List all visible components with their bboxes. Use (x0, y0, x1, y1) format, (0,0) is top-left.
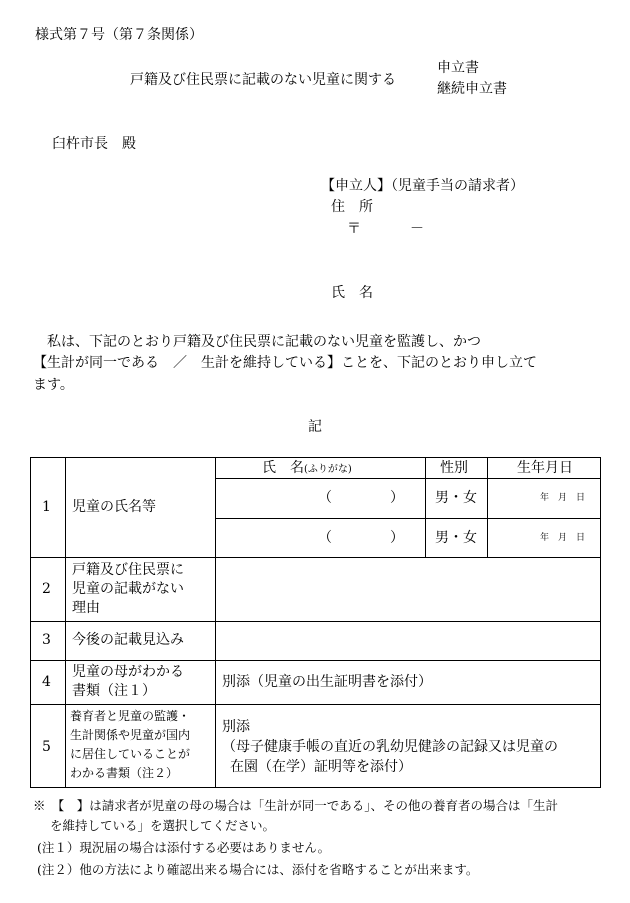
row-label: わかる書類（注２） (70, 766, 179, 780)
paren-open: （ (318, 490, 332, 506)
row-number: 1 (42, 499, 51, 515)
note-star-line1: ※ 【 】は請求者が児童の母の場合は「生計が同一である」、その他の養育者の場合は「生計 (33, 798, 559, 813)
row-label: 養育者と児童の監護・ (70, 709, 191, 723)
gender-options[interactable]: 男・女 (435, 530, 477, 546)
header-furigana: (ふりがな) (304, 464, 352, 475)
row-number: 2 (42, 581, 51, 597)
row-content: 在園（在学）証明等を添付） (230, 759, 412, 775)
gender-options[interactable]: 男・女 (435, 490, 477, 506)
statement-line2: 【生計が同一である ／ 生計を維持している】ことを、下記のとおり申し立て (33, 355, 537, 371)
row-content: （母子健康手帳の直近の乳幼児健診の記録又は児童の (222, 739, 558, 755)
title-main: 戸籍及び住民票に記載のない児童に関する (130, 72, 396, 88)
postal-dash: － (410, 221, 424, 237)
ki-heading: 記 (308, 419, 322, 435)
note-1: (注１）現況届の場合は添付する必要はありません。 (37, 840, 331, 855)
row-label: 戸籍及び住民票に (72, 562, 184, 578)
statement-line3: ます。 (33, 377, 74, 393)
row-number: 4 (42, 674, 51, 690)
row-label: に居住していることが (70, 747, 191, 761)
applicant-heading: 【申立人】（児童手当の請求者） (321, 178, 524, 194)
statement-line1: 私は、下記のとおり戸籍及び住民票に記載のない児童を監護し、かつ (47, 334, 481, 350)
paren-open: （ (318, 530, 332, 546)
note-star-line2: を維持している」を選択してください。 (50, 818, 276, 833)
row-label: 生計関係や児童が国内 (70, 728, 191, 742)
details-table (30, 457, 601, 788)
row-label: 今後の記載見込み (72, 632, 184, 648)
header-name: 氏 名(ふりがな) (262, 460, 352, 476)
note-2: (注２）他の方法により確認出来る場合には、添付を省略することが出来ます。 (37, 862, 479, 877)
birth-units: 年 月 日 (540, 533, 586, 543)
row-label: 児童の母がわかる (72, 664, 184, 680)
header-birthdate: 生年月日 (517, 460, 573, 476)
row-label: 児童の氏名等 (72, 499, 156, 515)
row-content: 別添 (222, 719, 250, 735)
postal-mark: 〒 (347, 221, 361, 237)
row-label: 書類（注１） (72, 683, 156, 699)
row-label: 児童の記載がない (72, 581, 184, 597)
row-number: 5 (42, 739, 51, 755)
addressee: 臼杵市長 殿 (52, 136, 136, 152)
row-content: 別添（児童の出生証明書を添付） (222, 674, 432, 690)
header-gender: 性別 (440, 460, 468, 476)
title-option-continuation: 継続申立書 (437, 81, 507, 97)
form-number: 様式第７号（第７条関係） (35, 27, 203, 43)
row-number: 3 (42, 632, 51, 648)
address-label: 住 所 (331, 199, 373, 215)
paren-close: ） (390, 490, 404, 506)
birth-units: 年 月 日 (540, 493, 586, 503)
row-label: 理由 (72, 600, 100, 616)
title-option-application: 申立書 (437, 60, 479, 76)
name-label: 氏 名 (331, 285, 373, 301)
paren-close: ） (390, 530, 404, 546)
